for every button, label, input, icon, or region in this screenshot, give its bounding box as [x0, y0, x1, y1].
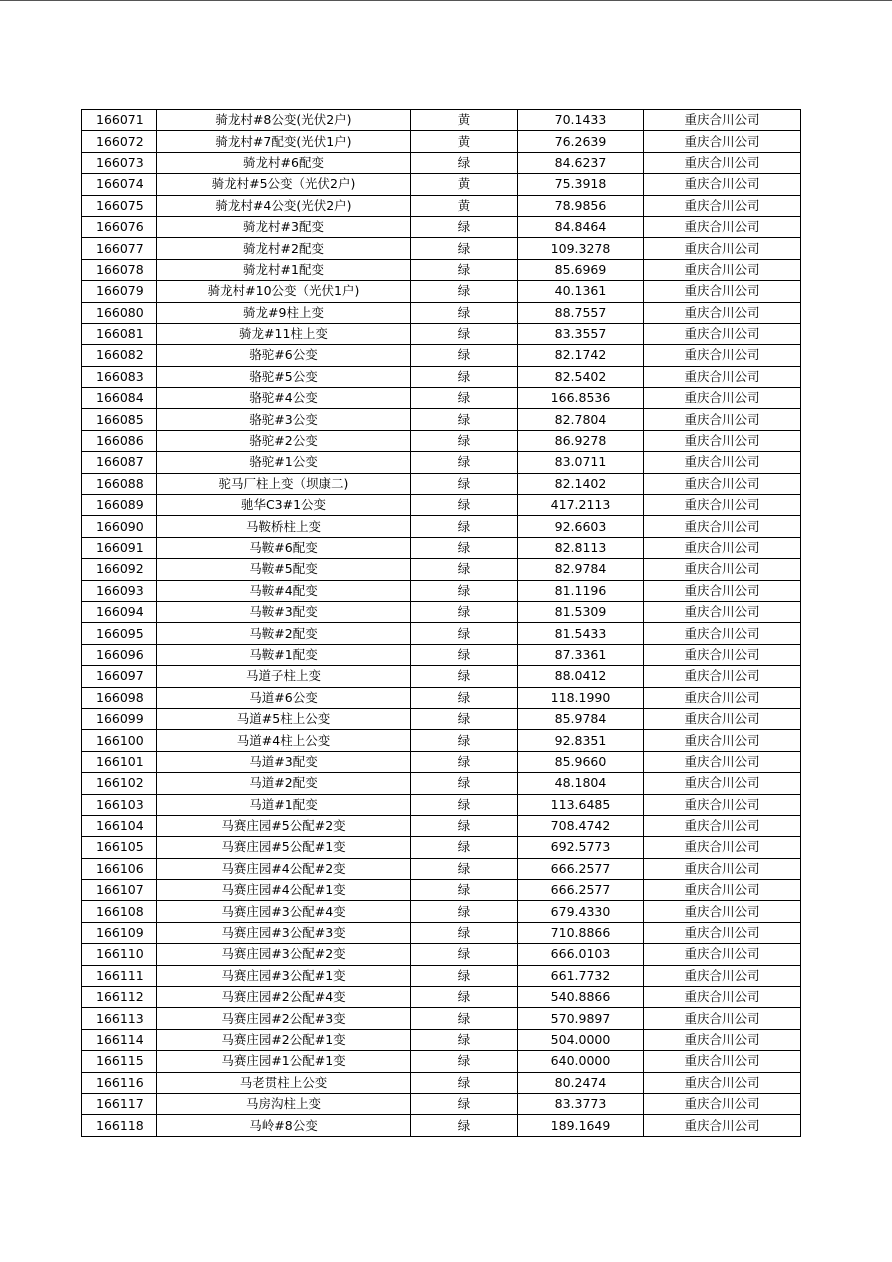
row-company-cell: 重庆合川公司 — [644, 965, 801, 986]
row-name-cell: 马赛庄园#3公配#4变 — [157, 901, 411, 922]
row-id-cell: 166072 — [82, 131, 157, 152]
row-id-cell: 166108 — [82, 901, 157, 922]
row-status-cell: 绿 — [411, 388, 518, 409]
row-company-cell: 重庆合川公司 — [644, 1115, 801, 1136]
row-name-cell: 骑龙村#7配变(光伏1户) — [157, 131, 411, 152]
row-company-cell: 重庆合川公司 — [644, 751, 801, 772]
row-value-cell: 504.0000 — [518, 1029, 644, 1050]
row-status-cell: 绿 — [411, 1029, 518, 1050]
row-name-cell: 马道#1配变 — [157, 794, 411, 815]
row-value-cell: 76.2639 — [518, 131, 644, 152]
table-row — [82, 687, 801, 708]
row-id-cell: 166073 — [82, 152, 157, 173]
row-company-cell: 重庆合川公司 — [644, 516, 801, 537]
row-name-cell: 马赛庄园#3公配#1变 — [157, 965, 411, 986]
row-value-cell: 92.8351 — [518, 730, 644, 751]
row-status-cell: 绿 — [411, 901, 518, 922]
row-status-cell: 绿 — [411, 751, 518, 772]
table-row — [82, 922, 801, 943]
row-value-cell: 88.0412 — [518, 666, 644, 687]
row-value-cell: 83.3557 — [518, 323, 644, 344]
row-value-cell: 81.5309 — [518, 601, 644, 622]
row-value-cell: 82.1742 — [518, 345, 644, 366]
table-row — [82, 366, 801, 387]
row-value-cell: 82.7804 — [518, 409, 644, 430]
row-status-cell: 黄 — [411, 110, 518, 131]
row-id-cell: 166111 — [82, 965, 157, 986]
row-status-cell: 绿 — [411, 495, 518, 516]
row-company-cell: 重庆合川公司 — [644, 794, 801, 815]
row-id-cell: 166102 — [82, 773, 157, 794]
row-company-cell: 重庆合川公司 — [644, 110, 801, 131]
row-name-cell: 马鞍#4配变 — [157, 580, 411, 601]
row-status-cell: 绿 — [411, 687, 518, 708]
row-value-cell: 87.3361 — [518, 644, 644, 665]
table-row — [82, 152, 801, 173]
table-row — [82, 1008, 801, 1029]
row-id-cell: 166075 — [82, 195, 157, 216]
row-id-cell: 166112 — [82, 987, 157, 1008]
row-id-cell: 166099 — [82, 708, 157, 729]
row-id-cell: 166097 — [82, 666, 157, 687]
row-company-cell: 重庆合川公司 — [644, 537, 801, 558]
row-company-cell: 重庆合川公司 — [644, 815, 801, 836]
row-name-cell: 马赛庄园#1公配#1变 — [157, 1051, 411, 1072]
row-name-cell: 马岭#8公变 — [157, 1115, 411, 1136]
row-id-cell: 166109 — [82, 922, 157, 943]
row-company-cell: 重庆合川公司 — [644, 430, 801, 451]
row-status-cell: 绿 — [411, 773, 518, 794]
row-name-cell: 骆驼#4公变 — [157, 388, 411, 409]
row-name-cell: 骑龙村#6配变 — [157, 152, 411, 173]
table-row — [82, 345, 801, 366]
table-row — [82, 944, 801, 965]
row-status-cell: 绿 — [411, 1093, 518, 1114]
row-company-cell: 重庆合川公司 — [644, 473, 801, 494]
row-value-cell: 85.9784 — [518, 708, 644, 729]
row-status-cell: 绿 — [411, 345, 518, 366]
row-value-cell: 570.9897 — [518, 1008, 644, 1029]
row-id-cell: 166092 — [82, 559, 157, 580]
row-company-cell: 重庆合川公司 — [644, 1029, 801, 1050]
row-id-cell: 166114 — [82, 1029, 157, 1050]
row-id-cell: 166086 — [82, 430, 157, 451]
row-company-cell: 重庆合川公司 — [644, 559, 801, 580]
row-name-cell: 马鞍#6配变 — [157, 537, 411, 558]
row-id-cell: 166116 — [82, 1072, 157, 1093]
row-status-cell: 绿 — [411, 302, 518, 323]
row-value-cell: 75.3918 — [518, 174, 644, 195]
row-id-cell: 166113 — [82, 1008, 157, 1029]
row-status-cell: 黄 — [411, 131, 518, 152]
row-company-cell: 重庆合川公司 — [644, 409, 801, 430]
table-row — [82, 131, 801, 152]
row-company-cell: 重庆合川公司 — [644, 880, 801, 901]
row-status-cell: 绿 — [411, 794, 518, 815]
row-company-cell: 重庆合川公司 — [644, 1072, 801, 1093]
row-name-cell: 驰华C3#1公变 — [157, 495, 411, 516]
row-id-cell: 166098 — [82, 687, 157, 708]
table-row — [82, 1051, 801, 1072]
row-status-cell: 绿 — [411, 708, 518, 729]
row-value-cell: 84.6237 — [518, 152, 644, 173]
table-row — [82, 1115, 801, 1136]
row-name-cell: 骑龙#11柱上变 — [157, 323, 411, 344]
row-status-cell: 绿 — [411, 601, 518, 622]
row-company-cell: 重庆合川公司 — [644, 495, 801, 516]
row-status-cell: 黄 — [411, 174, 518, 195]
row-value-cell: 80.2474 — [518, 1072, 644, 1093]
row-company-cell: 重庆合川公司 — [644, 858, 801, 879]
row-id-cell: 166101 — [82, 751, 157, 772]
row-status-cell: 绿 — [411, 666, 518, 687]
row-value-cell: 85.6969 — [518, 259, 644, 280]
table-row — [82, 388, 801, 409]
row-name-cell: 马赛庄园#4公配#1变 — [157, 880, 411, 901]
row-value-cell: 692.5773 — [518, 837, 644, 858]
row-company-cell: 重庆合川公司 — [644, 1051, 801, 1072]
row-name-cell: 马道#6公变 — [157, 687, 411, 708]
row-id-cell: 166118 — [82, 1115, 157, 1136]
row-value-cell: 710.8866 — [518, 922, 644, 943]
table-row — [82, 216, 801, 237]
table-row — [82, 516, 801, 537]
table-row — [82, 323, 801, 344]
row-status-cell: 绿 — [411, 238, 518, 259]
table-row — [82, 965, 801, 986]
row-status-cell: 绿 — [411, 281, 518, 302]
row-value-cell: 70.1433 — [518, 110, 644, 131]
table-row — [82, 174, 801, 195]
row-name-cell: 马鞍#2配变 — [157, 623, 411, 644]
table-row — [82, 537, 801, 558]
row-id-cell: 166105 — [82, 837, 157, 858]
row-id-cell: 166077 — [82, 238, 157, 259]
row-id-cell: 166081 — [82, 323, 157, 344]
row-company-cell: 重庆合川公司 — [644, 687, 801, 708]
row-status-cell: 绿 — [411, 644, 518, 665]
table-row — [82, 666, 801, 687]
row-company-cell: 重庆合川公司 — [644, 922, 801, 943]
row-company-cell: 重庆合川公司 — [644, 644, 801, 665]
row-id-cell: 166084 — [82, 388, 157, 409]
row-company-cell: 重庆合川公司 — [644, 238, 801, 259]
row-name-cell: 马赛庄园#5公配#2变 — [157, 815, 411, 836]
row-status-cell: 绿 — [411, 837, 518, 858]
row-value-cell: 78.9856 — [518, 195, 644, 216]
row-status-cell: 绿 — [411, 516, 518, 537]
row-company-cell: 重庆合川公司 — [644, 1008, 801, 1029]
row-company-cell: 重庆合川公司 — [644, 281, 801, 302]
row-status-cell: 绿 — [411, 815, 518, 836]
row-value-cell: 86.9278 — [518, 430, 644, 451]
row-id-cell: 166079 — [82, 281, 157, 302]
row-value-cell: 82.1402 — [518, 473, 644, 494]
row-status-cell: 绿 — [411, 1072, 518, 1093]
row-id-cell: 166117 — [82, 1093, 157, 1114]
row-company-cell: 重庆合川公司 — [644, 452, 801, 473]
row-status-cell: 绿 — [411, 366, 518, 387]
row-id-cell: 166078 — [82, 259, 157, 280]
row-name-cell: 骆驼#1公变 — [157, 452, 411, 473]
row-value-cell: 708.4742 — [518, 815, 644, 836]
row-value-cell: 82.8113 — [518, 537, 644, 558]
row-name-cell: 马鞍#1配变 — [157, 644, 411, 665]
row-id-cell: 166110 — [82, 944, 157, 965]
row-value-cell: 83.0711 — [518, 452, 644, 473]
row-id-cell: 166093 — [82, 580, 157, 601]
row-name-cell: 马道#4柱上公变 — [157, 730, 411, 751]
row-id-cell: 166091 — [82, 537, 157, 558]
row-value-cell: 81.5433 — [518, 623, 644, 644]
row-name-cell: 马鞍桥柱上变 — [157, 516, 411, 537]
row-status-cell: 绿 — [411, 730, 518, 751]
row-company-cell: 重庆合川公司 — [644, 901, 801, 922]
row-id-cell: 166115 — [82, 1051, 157, 1072]
row-status-cell: 绿 — [411, 1008, 518, 1029]
row-status-cell: 绿 — [411, 965, 518, 986]
row-company-cell: 重庆合川公司 — [644, 323, 801, 344]
row-name-cell: 骑龙村#2配变 — [157, 238, 411, 259]
table-row — [82, 195, 801, 216]
row-name-cell: 马鞍#3配变 — [157, 601, 411, 622]
row-id-cell: 166107 — [82, 880, 157, 901]
row-value-cell: 189.1649 — [518, 1115, 644, 1136]
top-border-line — [0, 0, 892, 1]
row-status-cell: 绿 — [411, 559, 518, 580]
row-id-cell: 166095 — [82, 623, 157, 644]
row-company-cell: 重庆合川公司 — [644, 216, 801, 237]
row-name-cell: 驼马厂柱上变（坝康二) — [157, 473, 411, 494]
row-id-cell: 166090 — [82, 516, 157, 537]
row-value-cell: 48.1804 — [518, 773, 644, 794]
row-status-cell: 绿 — [411, 880, 518, 901]
table-row — [82, 708, 801, 729]
row-status-cell: 绿 — [411, 430, 518, 451]
row-value-cell: 81.1196 — [518, 580, 644, 601]
row-name-cell: 马赛庄园#2公配#3变 — [157, 1008, 411, 1029]
table-row — [82, 281, 801, 302]
row-name-cell: 马道#2配变 — [157, 773, 411, 794]
table-row — [82, 430, 801, 451]
row-value-cell: 540.8866 — [518, 987, 644, 1008]
row-name-cell: 马道#3配变 — [157, 751, 411, 772]
row-id-cell: 166083 — [82, 366, 157, 387]
row-status-cell: 绿 — [411, 409, 518, 430]
row-name-cell: 马道#5柱上公变 — [157, 708, 411, 729]
row-id-cell: 166074 — [82, 174, 157, 195]
row-value-cell: 113.6485 — [518, 794, 644, 815]
row-value-cell: 417.2113 — [518, 495, 644, 516]
row-company-cell: 重庆合川公司 — [644, 944, 801, 965]
row-name-cell: 骑龙村#5公变（光伏2户) — [157, 174, 411, 195]
row-id-cell: 166100 — [82, 730, 157, 751]
row-company-cell: 重庆合川公司 — [644, 773, 801, 794]
table-row — [82, 837, 801, 858]
row-value-cell: 666.2577 — [518, 880, 644, 901]
table-row — [82, 495, 801, 516]
row-name-cell: 骆驼#5公变 — [157, 366, 411, 387]
row-name-cell: 马赛庄园#3公配#3变 — [157, 922, 411, 943]
row-company-cell: 重庆合川公司 — [644, 345, 801, 366]
row-value-cell: 109.3278 — [518, 238, 644, 259]
row-id-cell: 166103 — [82, 794, 157, 815]
row-name-cell: 马道子柱上变 — [157, 666, 411, 687]
row-value-cell: 666.0103 — [518, 944, 644, 965]
row-status-cell: 黄 — [411, 195, 518, 216]
table-row — [82, 1072, 801, 1093]
row-id-cell: 166088 — [82, 473, 157, 494]
row-status-cell: 绿 — [411, 1115, 518, 1136]
row-value-cell: 92.6603 — [518, 516, 644, 537]
table-row — [82, 794, 801, 815]
row-name-cell: 骑龙村#4公变(光伏2户) — [157, 195, 411, 216]
row-company-cell: 重庆合川公司 — [644, 730, 801, 751]
row-name-cell: 骑龙村#1配变 — [157, 259, 411, 280]
table-row — [82, 473, 801, 494]
row-value-cell: 661.7732 — [518, 965, 644, 986]
row-status-cell: 绿 — [411, 987, 518, 1008]
row-status-cell: 绿 — [411, 452, 518, 473]
row-company-cell: 重庆合川公司 — [644, 131, 801, 152]
row-company-cell: 重庆合川公司 — [644, 837, 801, 858]
row-value-cell: 82.9784 — [518, 559, 644, 580]
row-value-cell: 84.8464 — [518, 216, 644, 237]
row-name-cell: 马赛庄园#4公配#2变 — [157, 858, 411, 879]
row-name-cell: 骑龙村#10公变（光伏1户) — [157, 281, 411, 302]
table-row — [82, 580, 801, 601]
row-company-cell: 重庆合川公司 — [644, 174, 801, 195]
row-value-cell: 88.7557 — [518, 302, 644, 323]
row-id-cell: 166082 — [82, 345, 157, 366]
row-company-cell: 重庆合川公司 — [644, 987, 801, 1008]
row-company-cell: 重庆合川公司 — [644, 366, 801, 387]
row-name-cell: 马赛庄园#5公配#1变 — [157, 837, 411, 858]
row-name-cell: 马房沟柱上变 — [157, 1093, 411, 1114]
row-id-cell: 166085 — [82, 409, 157, 430]
table-row — [82, 601, 801, 622]
row-status-cell: 绿 — [411, 623, 518, 644]
row-name-cell: 骑龙村#3配变 — [157, 216, 411, 237]
table-row — [82, 858, 801, 879]
row-status-cell: 绿 — [411, 922, 518, 943]
row-id-cell: 166087 — [82, 452, 157, 473]
row-company-cell: 重庆合川公司 — [644, 1093, 801, 1114]
table-row — [82, 559, 801, 580]
row-id-cell: 166080 — [82, 302, 157, 323]
row-value-cell: 640.0000 — [518, 1051, 644, 1072]
table-row — [82, 452, 801, 473]
table-row — [82, 409, 801, 430]
table-row — [82, 901, 801, 922]
row-status-cell: 绿 — [411, 537, 518, 558]
row-company-cell: 重庆合川公司 — [644, 152, 801, 173]
transformer-table — [81, 109, 801, 1137]
table-row — [82, 302, 801, 323]
row-value-cell: 118.1990 — [518, 687, 644, 708]
table-row — [82, 815, 801, 836]
row-name-cell: 骆驼#3公变 — [157, 409, 411, 430]
table-row — [82, 773, 801, 794]
row-status-cell: 绿 — [411, 323, 518, 344]
row-name-cell: 骆驼#2公变 — [157, 430, 411, 451]
row-company-cell: 重庆合川公司 — [644, 708, 801, 729]
row-value-cell: 666.2577 — [518, 858, 644, 879]
row-value-cell: 40.1361 — [518, 281, 644, 302]
row-company-cell: 重庆合川公司 — [644, 623, 801, 644]
row-status-cell: 绿 — [411, 473, 518, 494]
row-company-cell: 重庆合川公司 — [644, 580, 801, 601]
table-row — [82, 238, 801, 259]
row-name-cell: 骆驼#6公变 — [157, 345, 411, 366]
row-id-cell: 166106 — [82, 858, 157, 879]
row-value-cell: 679.4330 — [518, 901, 644, 922]
row-company-cell: 重庆合川公司 — [644, 388, 801, 409]
table-row — [82, 1029, 801, 1050]
row-status-cell: 绿 — [411, 259, 518, 280]
row-value-cell: 166.8536 — [518, 388, 644, 409]
table-row — [82, 623, 801, 644]
row-status-cell: 绿 — [411, 858, 518, 879]
row-name-cell: 骑龙#9柱上变 — [157, 302, 411, 323]
row-company-cell: 重庆合川公司 — [644, 195, 801, 216]
table-row — [82, 1093, 801, 1114]
row-status-cell: 绿 — [411, 216, 518, 237]
row-company-cell: 重庆合川公司 — [644, 259, 801, 280]
row-name-cell: 马赛庄园#2公配#4变 — [157, 987, 411, 1008]
row-name-cell: 马赛庄园#2公配#1变 — [157, 1029, 411, 1050]
table-row — [82, 259, 801, 280]
row-name-cell: 马鞍#5配变 — [157, 559, 411, 580]
table-row — [82, 987, 801, 1008]
table-row — [82, 880, 801, 901]
table-row — [82, 644, 801, 665]
row-company-cell: 重庆合川公司 — [644, 601, 801, 622]
row-name-cell: 马赛庄园#3公配#2变 — [157, 944, 411, 965]
row-name-cell: 骑龙村#8公变(光伏2户) — [157, 110, 411, 131]
row-id-cell: 166071 — [82, 110, 157, 131]
row-status-cell: 绿 — [411, 944, 518, 965]
row-id-cell: 166096 — [82, 644, 157, 665]
row-status-cell: 绿 — [411, 580, 518, 601]
row-value-cell: 85.9660 — [518, 751, 644, 772]
row-id-cell: 166076 — [82, 216, 157, 237]
row-name-cell: 马老贯柱上公变 — [157, 1072, 411, 1093]
table-row — [82, 110, 801, 131]
row-status-cell: 绿 — [411, 152, 518, 173]
row-status-cell: 绿 — [411, 1051, 518, 1072]
row-id-cell: 166094 — [82, 601, 157, 622]
row-id-cell: 166089 — [82, 495, 157, 516]
row-id-cell: 166104 — [82, 815, 157, 836]
row-value-cell: 82.5402 — [518, 366, 644, 387]
table-body — [82, 110, 801, 1137]
row-company-cell: 重庆合川公司 — [644, 666, 801, 687]
row-value-cell: 83.3773 — [518, 1093, 644, 1114]
row-company-cell: 重庆合川公司 — [644, 302, 801, 323]
table-row — [82, 751, 801, 772]
table-row — [82, 730, 801, 751]
